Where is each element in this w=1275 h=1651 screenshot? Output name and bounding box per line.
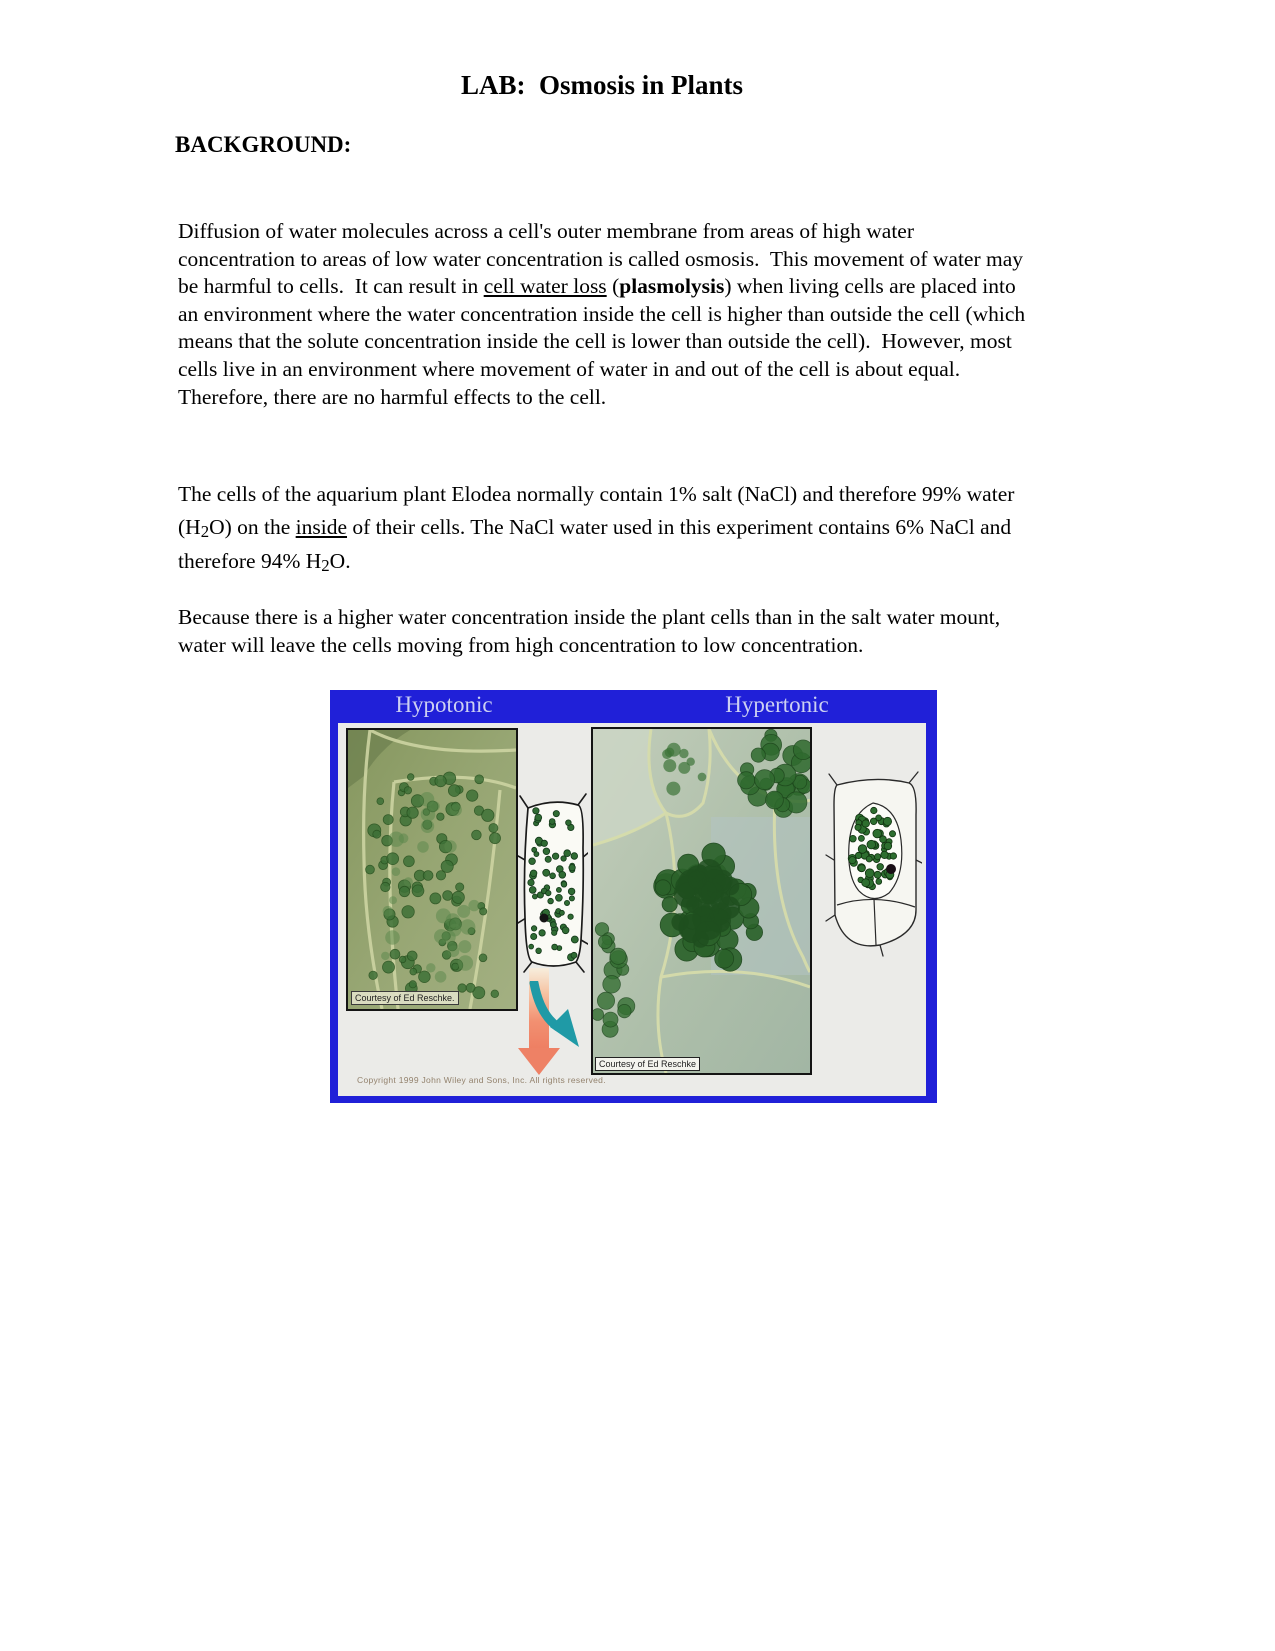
hypotonic-caption: Courtesy of Ed Reschke. xyxy=(351,991,459,1005)
curved-flow-arrow-icon xyxy=(528,981,583,1053)
hypotonic-micrograph xyxy=(346,728,518,1011)
hypertonic-micrograph xyxy=(591,727,812,1075)
page-title: LAB: Osmosis in Plants xyxy=(460,70,744,100)
figure-copyright: Copyright 1999 John Wiley and Sons, Inc. All rights reserved. xyxy=(357,1075,606,1085)
figure-interior xyxy=(338,723,926,1096)
hypertonic-micrograph-art xyxy=(593,729,810,1073)
hypotonic-micrograph-art xyxy=(348,730,516,1009)
paragraph: The cells of the aquarium plant Elodea normally contain 1% salt (NaCl) and therefore 99% water (H2O) on the inside of their cells. The NaCl water used in this experiment contains 6% NaCl and therefore 94% H2O. xyxy=(178,482,1020,576)
plasmolyzed-cell-drawing xyxy=(825,765,922,957)
background-heading: BACKGROUND: xyxy=(175,132,352,157)
paragraph: Because there is a higher water concentration inside the plant cells than in the salt water mount, water will leave the cells moving from high concentration to low concentration. xyxy=(178,605,1006,657)
paragraph: Diffusion of water molecules across a cell's outer membrane from areas of high water concentration to areas of low water concentration is called osmosis. This movement of water may be harmful to cells. It can result in cell water loss (plasmolysis) when living cells are placed into an environment where the water concentration inside the cell is higher than outside the cell (which means that the solute concentration inside the cell is lower than outside the cell). However, most cells live in an environment where movement of water in and out of the cell is about equal. Therefore, there are no harmful effects to the cell. xyxy=(178,219,1031,409)
normal-cell-drawing xyxy=(518,790,588,975)
hypertonic-caption: Courtesy of Ed Reschke xyxy=(595,1057,700,1071)
hypertonic-label: Hypertonic xyxy=(725,692,829,717)
hypotonic-label: Hypotonic xyxy=(395,692,493,717)
osmosis-figure xyxy=(330,690,937,1103)
